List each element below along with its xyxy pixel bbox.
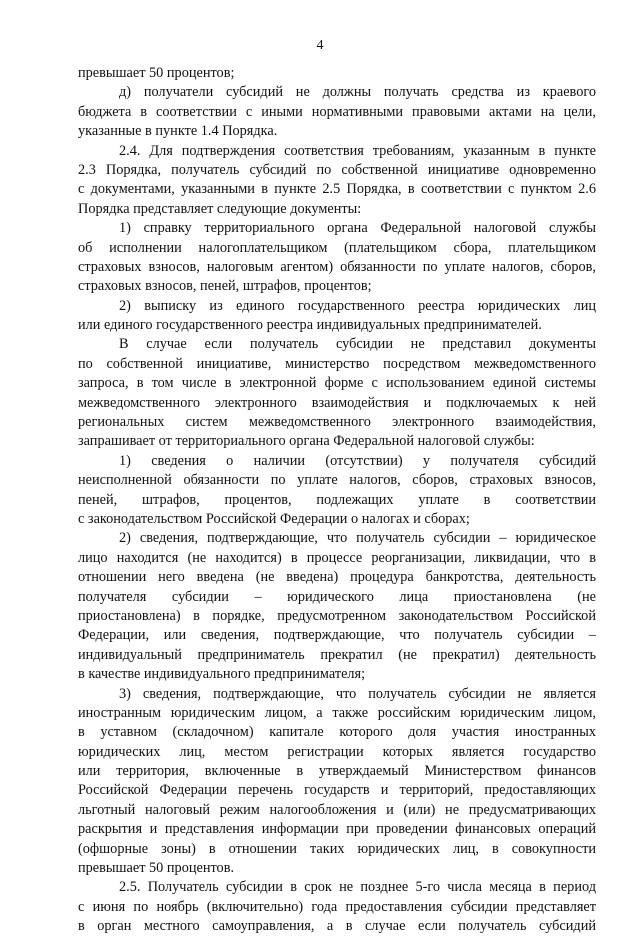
text-line: с документами, указанными в пункте 2.5 Порядка, в соответствии с пунктом 2.6 <box>78 181 596 198</box>
text-line: неисполненной обязанности по уплате налогов, сборов, страховых взносов, <box>78 472 596 489</box>
text-line: в качестве индивидуального предпринимателя; <box>78 666 366 683</box>
text-line: Порядка представляет следующие документы: <box>78 200 362 217</box>
text-line: или территория, включенные в утверждаемый Министерством финансов <box>78 763 596 780</box>
text-line: превышает 50 процентов; <box>78 65 235 81</box>
text-line: индивидуальный предприниматель прекратил (не прекратил) деятельность <box>78 646 596 663</box>
text-line: с законодательством Российской Федерации о налогах и сборах; <box>78 510 470 527</box>
text-line: Российской Федерации перечень государств и территорий, предоставляющих <box>78 782 596 799</box>
text-line: 2.5. Получатель субсидии в срок не позднее 5-го числа месяца в период <box>119 879 596 896</box>
text-line: по собственной инициативе, министерство посредством межведомственного <box>78 355 596 372</box>
text-line: запрашивает от территориального органа Федеральной налоговой службы: <box>78 433 535 450</box>
text-line: В случае если получатель субсидии не представил документы <box>119 336 596 353</box>
text-line: бюджета в соответствии с иными нормативными правовыми актами на цели, <box>78 103 596 120</box>
text-line: в орган местного самоуправления, а в случае если получатель субсидий <box>78 918 596 935</box>
text-line: отношении него введена (не введена) процедура банкротства, деятельность <box>78 569 596 586</box>
text-line: Федерации, или сведения, подтверждающие, что получатель субсидии – <box>78 627 596 644</box>
text-line: указанные в пункте 1.4 Порядка. <box>78 123 278 140</box>
text-line: об исполнении налогоплательщиком (плательщиком сбора, плательщиком <box>78 239 596 256</box>
text-line: в уставном (складочном) капитале которого доля участия иностранных <box>78 724 596 741</box>
text-line: юридических лиц, местом регистрации которых является государство <box>78 743 596 760</box>
text-line: д) получатели субсидий не должны получать средства из краевого <box>119 84 596 101</box>
text-line: льготный налоговый режим налогообложения и (или) не предусматривающих <box>78 801 596 818</box>
text-line: иностранным юридическим лицом, а также российским юридическим лицом, <box>78 704 596 721</box>
text-line: 3) сведения, подтверждающие, что получатель субсидии не является <box>119 685 596 702</box>
text-line: 2.3 Порядка, получатель субсидий по собственной инициативе одновременно <box>78 161 596 178</box>
text-line: 1) справку территориального органа Федеральной налоговой службы <box>119 220 596 237</box>
text-line: 2.4. Для подтверждения соответствия требованиям, указанным в пункте <box>119 142 596 159</box>
text-line: межведомственного электронного взаимодействия и подключаемых к ней <box>78 394 596 411</box>
text-line: 2) сведения, подтверждающие, что получатель субсидии – юридическое <box>119 530 596 547</box>
text-line: 1) сведения о наличии (отсутствии) у получателя субсидий <box>119 452 596 469</box>
text-line: лицо находится (не находится) в процессе реорганизации, ликвидации, что в <box>78 549 596 566</box>
text-line: получателя субсидии – юридического лица приостановлена (не <box>78 588 596 605</box>
text-line: раскрытия и представления информации при проведении финансовых операций <box>78 821 596 838</box>
text-line: приостановлена) в порядке, предусмотренном законодательством Российской <box>78 607 596 624</box>
page-number: 4 <box>316 38 324 53</box>
text-line: 2) выписку из единого государственного реестра юридических лиц <box>119 297 596 314</box>
text-line: или единого государственного реестра индивидуальных предпринимателей. <box>78 317 542 334</box>
text-line: пеней, штрафов, процентов, подлежащих уплате в соответствии <box>78 491 596 508</box>
text-line: страховых взносов, пеней, штрафов, процентов; <box>78 278 372 295</box>
text-line: страховых взносов, налоговым агентом) обязанности по уплате налогов, сборов, <box>78 258 596 275</box>
text-line: с июня по ноябрь (включительно) года предоставления субсидии представляет <box>78 898 596 915</box>
text-line: (офшорные зоны) в отношении таких юридических лиц, в совокупности <box>78 840 596 857</box>
document-body <box>78 64 596 937</box>
text-line: запроса, в том числе в электронной форме с использованием единой системы <box>78 375 596 392</box>
text-line: превышает 50 процентов. <box>78 860 235 877</box>
text-line: региональных систем межведомственного электронного взаимодействия, <box>78 414 596 431</box>
